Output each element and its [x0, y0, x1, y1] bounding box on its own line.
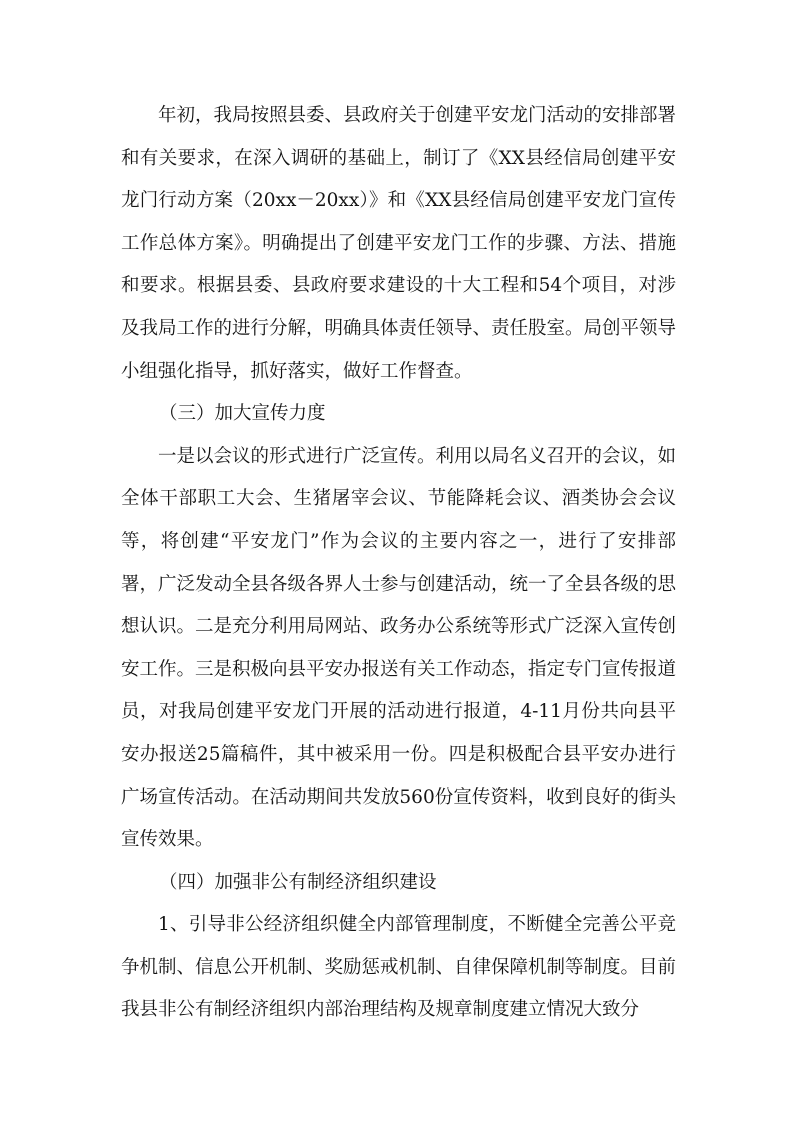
section-heading-4: （四）加强非公有制经济组织建设 — [159, 871, 437, 893]
section-heading-3: （三）加大宣传力度 — [159, 403, 326, 425]
paragraph-3: 1、引导非公经济组织健全内部管理制度，不断健全完善公平竞争机制、信息公开机制、奖励惩戒机制、自律保障机制等制度。目前我县非公有制经济组织内部治理结构及规章制度建立情况大致分 — [121, 914, 677, 1021]
paragraph-1: 年初，我局按照县委、县政府关于创建平安龙门活动的安排部署和有关要求，在深入调研的基础上，制订了《XX县经信局创建平安龙门行动方案（20xx－20xx）》和《XX县经信局创建平安龙门宣传工作总体方案》。明确提出了创建平安龙门工作的步骤、方法、措施和要求。根据县委、县政府要求建设的十大工程和54个项目，对涉及我局工作的进行分解，明确具体责任领导、责任股室。局创平领导小组强化指导，抓好落实，做好工作督查。 — [121, 105, 677, 382]
document-body — [121, 95, 676, 1032]
paragraph-2: 一是以会议的形式进行广泛宣传。利用以局名义召开的会议，如全体干部职工大会、生猪屠宰会议、节能降耗会议、酒类协会会议等，将创建“平安龙门”作为会议的主要内容之一，进行了安排部署，广泛发动全县各级各界人士参与创建活动，统一了全县各级的思想认识。二是充分利用局网站、政务办公系统等形式广泛深入宣传创安工作。三是积极向县平安办报送有关工作动态，指定专门宣传报道员，对我局创建平安龙门开展的活动进行报道，4-11月份共向县平安办报送25篇稿件，其中被采用一份。四是积极配合县平安办进行广场宣传活动。在活动期间共发放560份宣传资料，收到良好的街头宣传效果。 — [121, 445, 677, 851]
